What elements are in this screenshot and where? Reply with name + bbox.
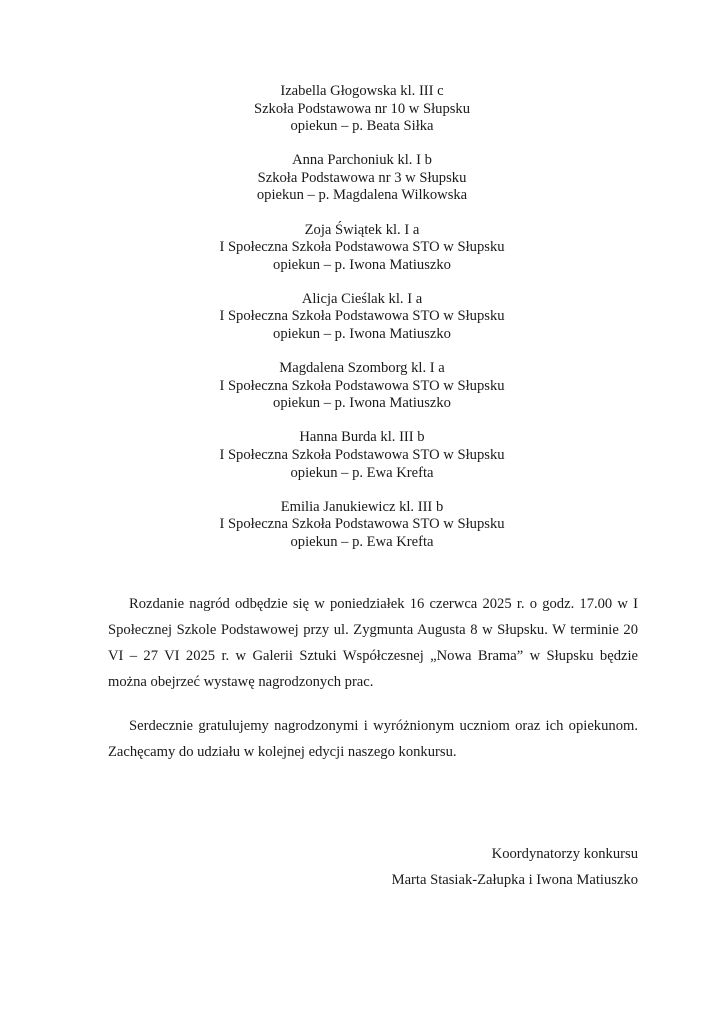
winner-entry xyxy=(0,222,724,275)
winner-tutor: opiekun – p. Beata Siłka xyxy=(290,118,434,135)
congratulations-text: Serdecznie gratulujemy nagrodzonymi i wyróżnionym uczniom oraz ich opiekunom. Zachęcamy do udziału w kolejnej edycji naszego konkursu. xyxy=(108,718,638,760)
winner-school: I Społeczna Szkoła Podstawowa STO w Słupsku xyxy=(219,377,505,394)
winner-name: Anna Parchoniuk kl. I b xyxy=(292,152,432,169)
winner-entry xyxy=(0,152,724,205)
winner-entry xyxy=(0,360,724,413)
winner-entry xyxy=(0,499,724,552)
award-ceremony-paragraph xyxy=(108,591,638,695)
winner-entry xyxy=(0,291,724,344)
winner-tutor: opiekun – p. Ewa Krefta xyxy=(290,464,434,481)
winner-school: I Społeczna Szkoła Podstawowa STO w Słupsku xyxy=(219,239,505,256)
winner-tutor: opiekun – p. Iwona Matiuszko xyxy=(273,256,451,273)
winner-name: Magdalena Szomborg kl. I a xyxy=(279,360,445,377)
winner-tutor: opiekun – p. Ewa Krefta xyxy=(290,533,434,550)
winner-school: Szkoła Podstawowa nr 3 w Słupsku xyxy=(257,169,467,186)
award-ceremony-text: Rozdanie nagród odbędzie się w poniedziałek 16 czerwca 2025 r. o godz. 17.00 w I Społecznej Szkole Podstawowej przy ul. Zygmunta Augusta 8 w Słupsku. W terminie 20 VI – 27 VI 2025 r. w Galerii Sztuki Współczesnej „Nowa Brama” w Słupsku będzie można obejrzeć wystawę nagrodzonych prac. xyxy=(108,596,638,690)
winner-name: Zoja Świątek kl. I a xyxy=(304,221,420,238)
winner-school: I Społeczna Szkoła Podstawowa STO w Słupsku xyxy=(219,308,505,325)
signature-names: Marta Stasiak-Załupka i Iwona Matiuszko xyxy=(391,872,638,888)
winner-name: Alicja Cieślak kl. I a xyxy=(301,290,423,307)
winner-name: Emilia Janukiewicz kl. III b xyxy=(280,498,444,515)
winner-tutor: opiekun – p. Iwona Matiuszko xyxy=(273,326,451,343)
winner-entry xyxy=(0,429,724,482)
signature-title: Koordynatorzy konkursu xyxy=(491,846,638,862)
winner-name: Izabella Głogowska kl. III c xyxy=(280,83,444,99)
winners-list xyxy=(0,83,724,568)
winner-school: I Społeczna Szkoła Podstawowa STO w Słupsku xyxy=(219,516,505,533)
winner-school: I Społeczna Szkoła Podstawowa STO w Słupsku xyxy=(219,447,505,463)
winner-tutor: opiekun – p. Magdalena Wilkowska xyxy=(256,187,468,204)
winner-name: Hanna Burda kl. III b xyxy=(299,429,425,446)
winner-tutor: opiekun – p. Iwona Matiuszko xyxy=(273,395,451,412)
congratulations-paragraph xyxy=(108,713,638,765)
winner-entry xyxy=(0,83,724,136)
winner-school: Szkoła Podstawowa nr 10 w Słupsku xyxy=(253,100,471,117)
signature-block xyxy=(392,841,638,893)
